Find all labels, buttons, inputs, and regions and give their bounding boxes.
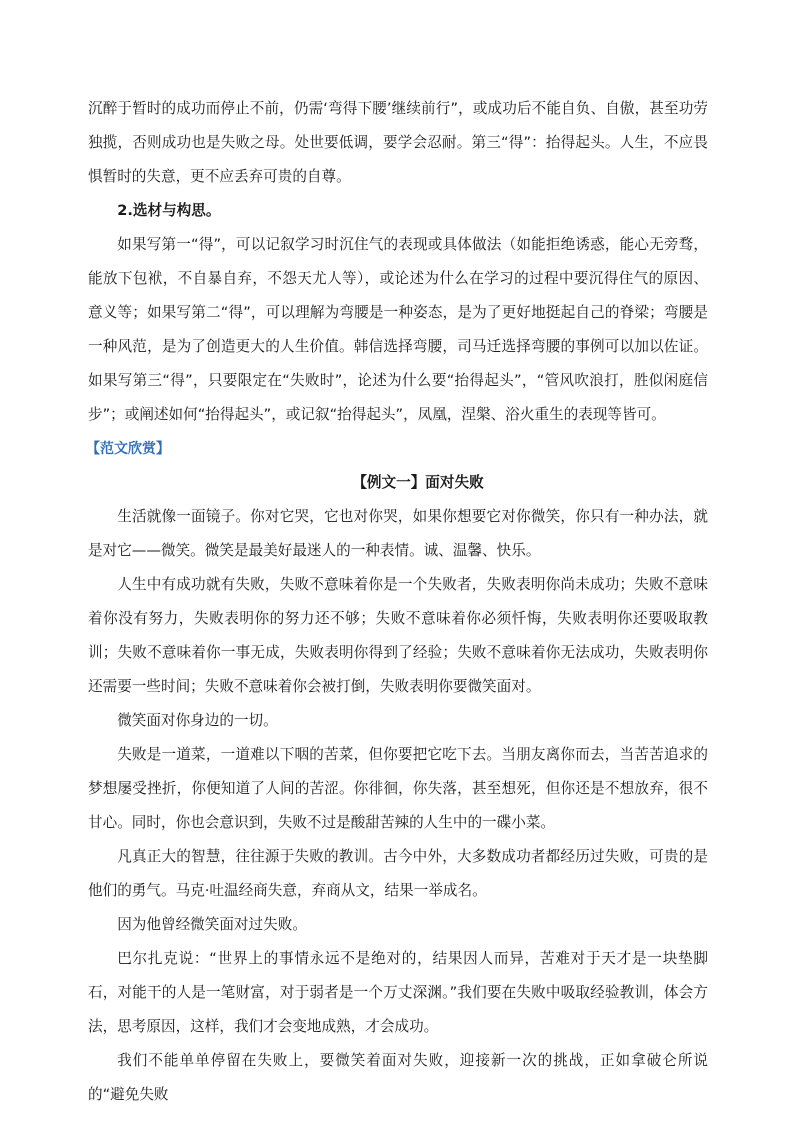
article-paragraph: 生活就像一面镜子。你对它哭，它也对你哭，如果你想要它对你微笑，你只有一种办法，就是对它——微笑。微笑是最美好最迷人的一种表情。诚、温馨、快乐。 — [88, 508, 708, 559]
subheading-material: 2.选材与构思。 — [117, 202, 221, 219]
section-label: 【范文欣赏】 — [86, 441, 170, 457]
article-paragraph: 我们不能单单停留在失败上，要微笑着面对失败，迎接新一次的挑战，正如拿破仑所说的“避免失败 — [88, 1052, 708, 1103]
article-paragraph: 凡真正大的智慧，往往源于失败的教训。古今中外，大多数成功者都经历过失败，可贵的是他们的勇气。马克·吐温经商失意，弃商从文，结果一举成名。 — [88, 848, 708, 899]
article-paragraph: 因为他曾经微笑面对过失败。 — [117, 916, 307, 933]
article-paragraph: 失败是一道菜，一道难以下咽的苦菜，但你要把它吃下去。当朋友离你而去，当苦苦追求的梦想屡受挫折，你便知道了人间的苦涩。你徘徊，你失落，甚至想死，但你还是不想放弃，很不甘心。同时，你也会意识到，失败不过是酸甜苦辣的人生中的一碟小菜。 — [88, 746, 708, 831]
paragraph-continuation: 沉醉于暂时的成功而停止不前，仍需‘弯得下腰’继续前行”，或成功后不能自负、自傲，甚至功劳独揽，否则成功也是失败之母。处世要低调，要学会忍耐。第三“得”：抬得起头。人生，不应畏惧暂时的失意，更不应丢弃可贵的自尊。 — [88, 100, 708, 185]
article-paragraph: 巴尔扎克说：“世界上的事情永远不是绝对的，结果因人而异，苦难对于天才是一块垫脚石，对能干的人是一笔财富，对于弱者是一个万丈深渊。”我们要在失败中吸取经验教训，体会方法，思考原因，这样，我们才会变地成熟，才会成功。 — [88, 950, 708, 1035]
article-paragraph: 人生中有成功就有失败，失败不意味着你是一个失败者，失败表明你尚未成功；失败不意味着你没有努力，失败表明你的努力还不够；失败不意味着你必须忏悔，失败表明你还要吸取教训；失败不意味着你一事无成，失败表明你得到了经验；失败不意味着你无法成功，失败表明你还需要一些时间；失败不意味着你会被打倒，失败表明你要微笑面对。 — [88, 576, 708, 695]
paragraph-analysis: 如果写第一“得”，可以记叙学习时沉住气的表现或具体做法（如能拒绝诱惑，能心无旁骛，能放下包袱，不自暴自弃，不怨天尤人等），或论述为什么在学习的过程中要沉得住气的原因、意义等；如果写第二“得”，可以理解为弯腰是一种姿态，是为了更好地挺起自己的脊梁；弯腰是一种风范，是为了创造更大的人生价值。韩信选择弯腰，司马迁选择弯腰的事例可以加以佐证。如果写第三“得”，只要限定在“失败时”，论述为什么要“抬得起头”，“管风吹浪打，胜似闲庭信步”；或阐述如何“抬得起头”，或记叙“抬得起头”，凤凰，涅槃、浴火重生的表现等皆可。 — [88, 236, 708, 423]
article-paragraph: 微笑面对你身边的一切。 — [117, 712, 278, 729]
article-title: 【例文一】面对失败 — [352, 474, 484, 491]
document-page — [88, 92, 708, 1112]
